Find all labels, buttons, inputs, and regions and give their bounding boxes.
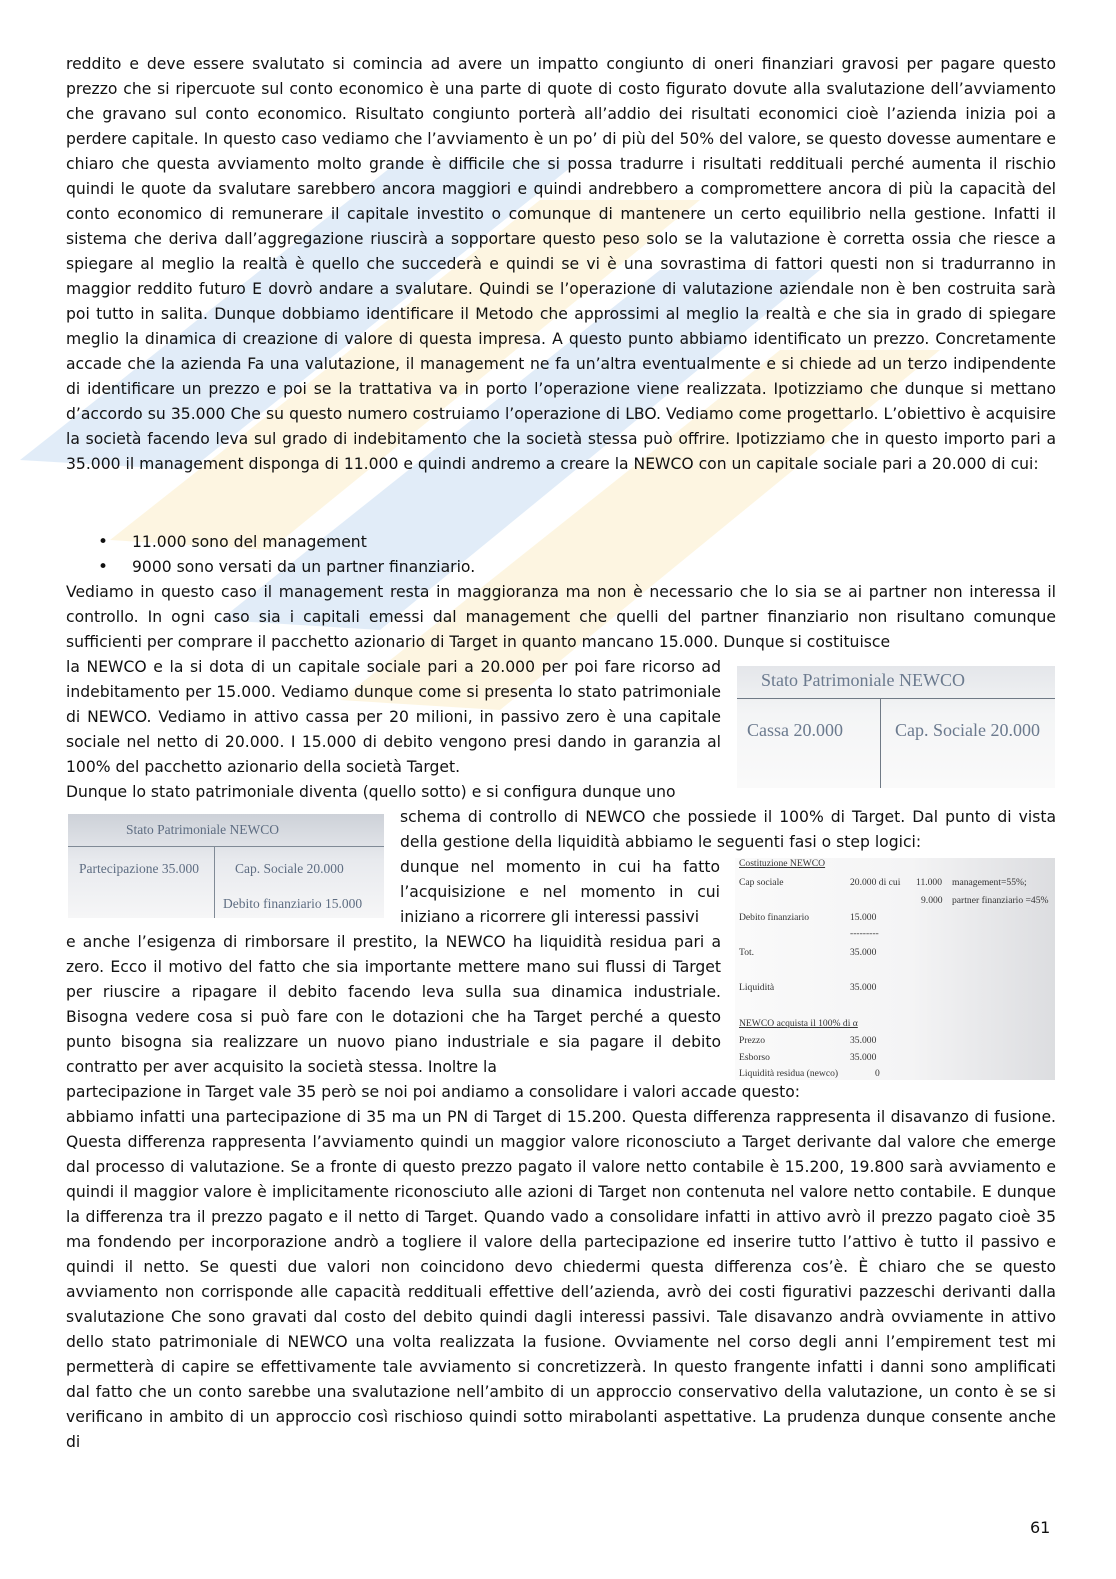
paragraph-new-balance: Dunque lo stato patrimoniale diventa (quello sotto) e si configura dunque uno (66, 783, 676, 801)
assets-cash: Cassa 20.000 (747, 720, 843, 740)
management-value: 11.000 (916, 877, 943, 888)
liquidity-label: Liquidità (739, 982, 775, 993)
divider (214, 846, 215, 918)
paragraph-participation: partecipazione in Target vale 35 però se noi poi andiamo a consolidare i valori accade questo: (66, 1083, 801, 1101)
management-note: management=55%; (952, 877, 1027, 888)
paragraph-acquisition-moment: dunque nel momento in cui ha fatto l’acquisizione e nel momento in cui iniziano a ricorrere gli interessi passivi (400, 858, 720, 926)
price-label: Prezzo (739, 1035, 766, 1046)
paragraph-newco-capital: la NEWCO e la si dota di un capitale sociale pari a 20.000 per poi fare ricorso ad indebitamento per 15.000. Vediamo dunque come si presenta lo stato patrimoniale di NEWCO. Vediamo in attivo cassa per 20 milioni, in passivo zero è una capitale sociale nel netto di 20.000. I 15.000 di debito vengono presi dando in garanzia al 100% del pacchetto azionario della società Target. (66, 658, 721, 776)
acquisition-title: NEWCO acquista il 100% di α (739, 1018, 858, 1029)
debt-value: 15.000 (850, 912, 877, 923)
cap-value: 20.000 di cui (850, 877, 901, 888)
figure-title: Stato Patrimoniale NEWCO (761, 670, 965, 690)
equity-share-capital: Cap. Sociale 20.000 (895, 720, 1040, 740)
balance-sheet-newco-initial (737, 666, 1055, 788)
outlay-label: Esborso (739, 1052, 770, 1063)
outlay-value: 35.000 (850, 1052, 877, 1063)
cap-label: Cap sociale (739, 877, 784, 888)
divider (880, 698, 881, 788)
figure-title: Stato Patrimoniale NEWCO (126, 822, 279, 837)
total-label: Tot. (739, 947, 755, 958)
residual-value: 0 (875, 1068, 880, 1079)
table-title: Costituzione NEWCO (739, 858, 826, 869)
paragraph-intro: reddito e deve essere svalutato si comincia ad avere un impatto congiunto di oneri finanziari gravosi per pagare questo prezzo che si ripercuote sul conto economico è una parte di quote di costo figurato dovute alla svalutazione dell’avviamento che gravano sul conto economico. Risultato congiunto porterà all’addio dei risultati economici cioè l’azienda inizia poi a perdere capitale. In questo caso vediamo che l’avviamento è un po’ di più del 50% del valore, se questo dovesse aumentare e chiaro che questa avviamento molto grande è difficile che si possa tradurre i risultati reddituali perché aumenta il rischio quindi le quote da svalutare sarebbero ancora maggiori e quindi andrebbero a compromettere ancora di più la capacità del conto economico di remunerare il capitale investito o comunque di mantenere un certo equilibrio nella gestione. Infatti il sistema che deriva dall’aggregazione riuscirà a sopportare questo peso solo se la valutazione è corretta ossia che riesce a spiegare al meglio la realtà è quello che succederà e quindi se vi è una sovrastima di fattori questi non si tradurranno in maggior reddito futuro E dovrò andare a svalutare. Quindi se l’operazione di valutazione aziendale non è ben costruita sarà poi tutto in salita. Dunque dobbiamo identificare il Metodo che approssimi al meglio la realtà e che sia in grado di spiegare meglio la dinamica di creazione di valore di questa impresa. A questo punto abbiamo identificato un prezzo. Concretamente accade che la azienda Fa una valutazione, il management ne fa un’altra eventualmente e si chiede ad un terzo indipendente di identificare un prezzo e poi se la trattativa va in porto l’operazione viene realizzata. Ipotizziamo che dunque si mettano d’accordo su 35.000 Che su questo numero costruiamo l’operazione di LBO. Vediamo come progettarlo. L’obiettivo è acquisire la società facendo leva sul grado di indebitamento che la società stessa può offrire. Ipotizziamo che in questo importo pari a 35.000 il management disponga di 11.000 e quindi andremo a creare la NEWCO con un capitale sociale pari a 20.000 di cui: (66, 55, 1056, 473)
residual-label: Liquidità residua (newco) (739, 1068, 839, 1079)
paragraph-residual-liquidity: e anche l’esigenza di rimborsare il prestito, la NEWCO ha liquidità residua pari a zero. Ecco il motivo del fatto che sia importante mettere mano sui flussi di Target per riuscire a ripagare il debito facendo leva sulla sua dinamica industriale. Bisogna vedere cosa si può fare con le dotazioni che ha Target perché a questo punto bisogna sia realizzare un nuovo piano industriale e sia pagare il debito contratto per aver acquisito la società stessa. Inoltre la (66, 933, 721, 1076)
divider (737, 698, 1055, 699)
paragraph-control-scheme: schema di controllo di NEWCO che possiede il 100% di Target. Dal punto di vista della gestione della liquidità abbiamo le seguenti fasi o step logici: (400, 808, 1056, 851)
page-number: 61 (1030, 1518, 1051, 1537)
liquidity-value: 35.000 (850, 982, 877, 993)
bullet-list (98, 530, 475, 580)
divider (68, 846, 384, 847)
assets-participation: Partecipazione 35.000 (79, 861, 199, 876)
equity-share-capital: Cap. Sociale 20.000 (235, 861, 344, 876)
paragraph-goodwill: abbiamo infatti una partecipazione di 35 ma un PN di Target di 15.200. Questa differenza rappresenta il disavanzo di fusione. Questa differenza rappresenta l’avviamento quindi un maggior valore riconosciuto a Target derivante dal valore che emerge dal processo di valutazione. Se a fronte di questo prezzo pagato il valore netto contabile è 15.200, 19.800 sarà avviamento e quindi il maggior valore è implicitamente riconosciuto alle azioni di Target non contenuta nel valore netto contabile. E dunque la differenza tra il prezzo pagato e il netto di Target. Quando vado a consolidare infatti in attivo avrò il prezzo pagato cioè 35 ma fondendo per incorporazione andrò a togliere il valore della partecipazione ed inserire tutto l’attivo è tutto il passivo e quindi il netto. Se questi due valori non coincidono devo chiedermi questa differenza cos’è. È chiaro che se questo avviamento non corrisponde alle capacità reddituali effettive dell’azienda, avrò dei costi figurativi pazzeschi derivanti dalla svalutazione Che sono gravati dal costo del debito quindi dagli interessi passivi. Tale disavanzo andrà ovviamente in attivo dello stato patrimoniale di NEWCO una volta realizzata la fusione. Ovviamente nel corso degli anni l’empirement test mi permetterà di capire se effettivamente tale avviamento si concretizzerà. In questo frangente infatti i danni sono amplificati dal fatto che un conto sarebbe una svalutazione nell’ambito di un approccio conservativo della valutazione, un conto è se si verificano in ambito di un approccio così rischioso quindi sotto mirabolanti aspettative. La prudenza dunque consente anche di (66, 1108, 1056, 1451)
list-item: • 9000 sono versati da un partner finanziario. (98, 555, 475, 580)
total-value: 35.000 (850, 947, 877, 958)
financial-debt: Debito finanziario 15.000 (223, 896, 363, 911)
partner-value: 9.000 (921, 895, 943, 906)
balance-sheet-newco-after (68, 814, 384, 918)
debt-label: Debito finanziario (739, 912, 810, 923)
price-value: 35.000 (850, 1035, 877, 1046)
paragraph-management: Vediamo in questo caso il management resta in maggioranza ma non è necessario che lo sia se ai partner non interessa il controllo. In ogni caso sia i capitali emessi dal management che quelli del partner finanziario non risultano comunque sufficienti per comprare il pacchetto azionario di Target in quanto mancano 15.000. Dunque si costituisce (66, 583, 1056, 651)
newco-liquidity-table (735, 858, 1055, 1080)
partner-note: partner finanziario =45% (952, 895, 1049, 906)
list-item: • 11.000 sono del management (98, 530, 475, 555)
separator-dashes: --------- (850, 928, 879, 939)
